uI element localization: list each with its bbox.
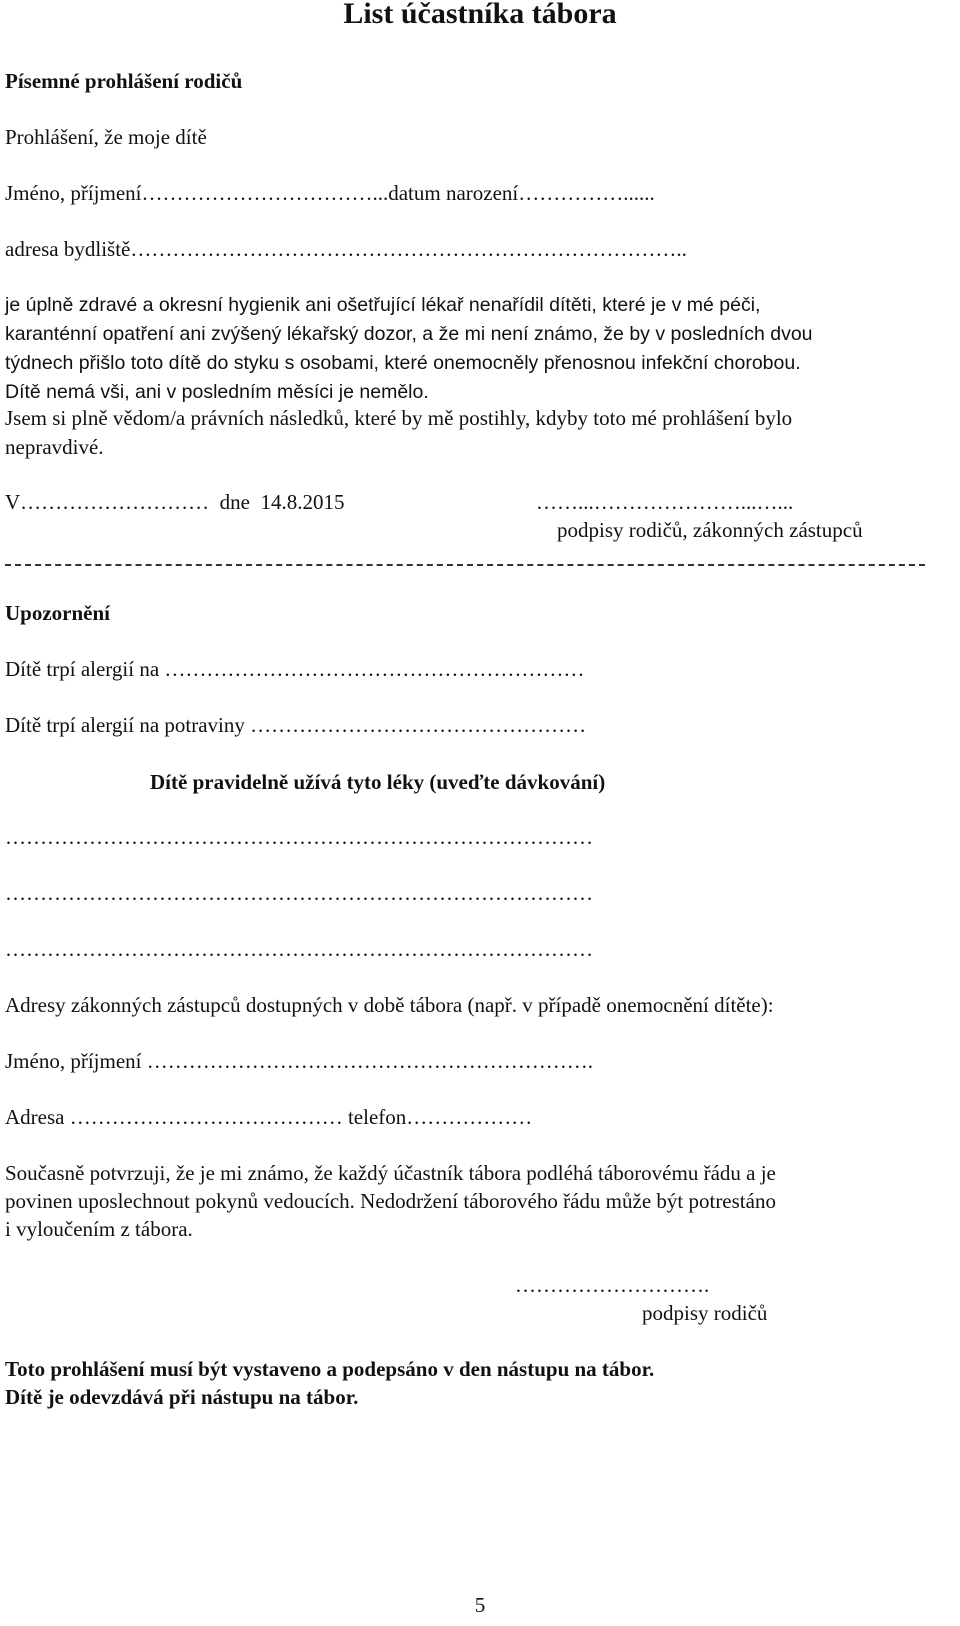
footer-note: Dítě je odevzdává při nástupu na tábor. <box>5 1385 359 1409</box>
camp-rules-text-line: Současně potvrzuji, že je mi známo, že každý účastník tábora podléhá táborovému řádu a je <box>5 1161 776 1185</box>
guardian-addresses-label: Adresy zákonných zástupců dostupných v době tábora (např. v případě onemocnění dítěte): <box>5 993 774 1017</box>
child-address-field: adresa bydliště…………………………………………………………………….. <box>5 237 687 261</box>
declaration-text-line: je úplně zdravé a okresní hygienik ani ošetřující lékař nenařídil dítěti, které je v mé péči, <box>5 294 761 316</box>
medication-blank-line: ………………………………………………………………………… <box>5 825 593 849</box>
declaration-text-line: nepravdivé. <box>5 435 104 459</box>
notice-heading: Upozornění <box>5 601 110 625</box>
declaration-text-line: karanténní opatření ani zvýšený lékařský dozor, a že mi není známo, že by v posledních dvou <box>5 323 813 345</box>
footer-note: Toto prohlášení musí být vystaveno a podepsáno v den nástupu na tábor. <box>5 1357 655 1381</box>
cut-line-divider <box>5 564 925 566</box>
signature-label: podpisy rodičů, zákonných zástupců <box>557 518 863 542</box>
place-date-field: V……………………… dne 14.8.2015 <box>5 490 345 514</box>
declaration-text-line: Jsem si plně vědom/a právních následků, které by mě postihly, kdyby toto mé prohlášení bylo <box>5 406 793 430</box>
camp-rules-text-line: povinen uposlechnout pokynů vedoucích. Nedodržení táborového řádu může být potrestáno <box>5 1189 776 1213</box>
guardian-name-field: Jméno, příjmení ………………………………………………………. <box>5 1049 593 1073</box>
allergy-field: Dítě trpí alergií na …………………………………………………… <box>5 657 585 681</box>
page-number: 5 <box>474 1593 486 1617</box>
medication-blank-line: ………………………………………………………………………… <box>5 937 593 961</box>
guardian-address-phone-field: Adresa ………………………………… telefon……………… <box>5 1105 533 1129</box>
declaration-intro: Prohlášení, že moje dítě <box>5 125 207 149</box>
parents-signature-label: podpisy rodičů <box>642 1301 768 1325</box>
signature-dots: ……...…………………...…... <box>536 490 794 514</box>
declaration-heading: Písemné prohlášení rodičů <box>5 69 243 93</box>
food-allergy-field: Dítě trpí alergií na potraviny ………………………………………… <box>5 713 587 737</box>
camp-rules-text-line: i vyloučením z tábora. <box>5 1217 193 1241</box>
child-name-birthdate-field: Jméno, příjmení……………………………...datum narození……………...... <box>5 181 655 205</box>
declaration-text-line: Dítě nemá vši, ani v posledním měsíci je nemělo. <box>5 381 429 403</box>
page-title: List účastníka tábora <box>343 0 617 30</box>
medication-blank-line: ………………………………………………………………………… <box>5 881 593 905</box>
parents-signature-dots: ………………………. <box>515 1273 710 1297</box>
medication-heading: Dítě pravidelně užívá tyto léky (uveďte dávkování) <box>150 770 606 794</box>
declaration-text-line: týdnech přišlo toto dítě do styku s osobami, které onemocněly přenosnou infekční chorobou. <box>5 352 801 374</box>
